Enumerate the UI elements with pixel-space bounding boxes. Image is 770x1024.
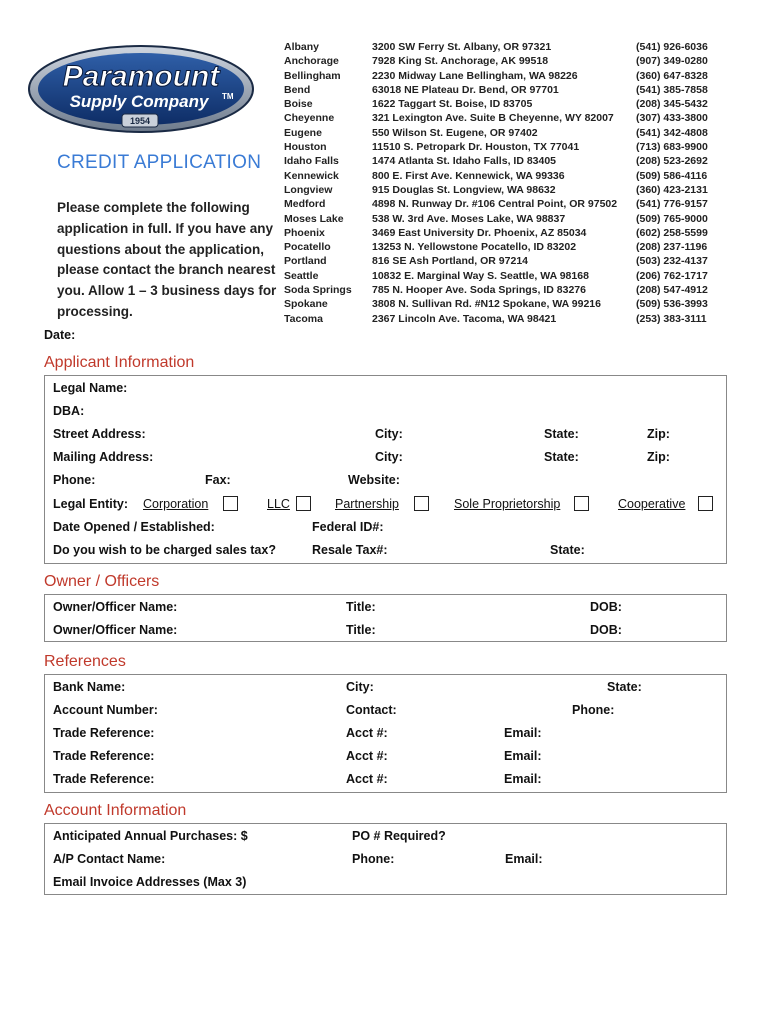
branch-address: 321 Lexington Ave. Suite B Cheyenne, WY 82007	[372, 112, 614, 125]
branch-row	[284, 184, 714, 198]
po-required-label: PO # Required?	[352, 829, 446, 843]
logo-tm: TM	[222, 92, 234, 101]
branch-address: 2230 Midway Lane Bellingham, WA 98226	[372, 69, 578, 82]
branch-phone: (208) 523-2692	[636, 155, 708, 168]
owner-dob-label-1: DOB:	[590, 600, 622, 614]
branch-phone: (253) 383-3111	[636, 312, 707, 325]
date-opened-label: Date Opened / Established:	[53, 520, 215, 534]
branch-phone: (509) 765-9000	[636, 212, 708, 225]
page-title: CREDIT APPLICATION	[57, 152, 262, 173]
branch-city: Portland	[284, 255, 327, 268]
branch-phone: (509) 536-3993	[636, 298, 708, 311]
branch-city: Pocatello	[284, 241, 331, 254]
branch-row	[284, 55, 714, 69]
branch-row	[284, 213, 714, 227]
federal-id-label: Federal ID#:	[312, 520, 384, 534]
branch-phone: (907) 349-0280	[636, 55, 708, 68]
branch-address: 3469 East University Dr. Phoenix, AZ 85034	[372, 226, 587, 239]
entity-cooperative-checkbox[interactable]	[698, 496, 713, 511]
fax-label: Fax:	[205, 473, 231, 487]
branch-city: Eugene	[284, 126, 322, 139]
company-logo	[26, 44, 256, 144]
branch-address: 11510 S. Petropark Dr. Houston, TX 77041	[372, 141, 580, 154]
owner-dob-label-2: DOB:	[590, 623, 622, 637]
branch-phone: (541) 385-7858	[636, 83, 708, 96]
dba-label: DBA:	[53, 404, 85, 418]
resale-state-label: State:	[550, 543, 585, 557]
trade-acct-label-2: Acct #:	[346, 749, 388, 763]
branch-city: Bellingham	[284, 69, 341, 82]
branch-phone: (541) 776-9157	[636, 198, 708, 211]
legal-name-label: Legal Name:	[53, 381, 128, 395]
owner-title-label-2: Title:	[346, 623, 376, 637]
branch-city: Idaho Falls	[284, 155, 339, 168]
branch-city: Longview	[284, 183, 333, 196]
branch-row	[284, 313, 714, 327]
trade-acct-label-1: Acct #:	[346, 726, 388, 740]
bank-contact-label: Contact:	[346, 703, 397, 717]
branch-city: Medford	[284, 198, 326, 211]
branch-row	[284, 41, 714, 55]
intro-text: Please complete the following application in full. If you have any questions about the application, please contact the branch nearest you. Allow 1 – 3 business days for processing.	[57, 200, 277, 319]
trade-reference-label-3: Trade Reference:	[53, 772, 155, 786]
branch-row	[284, 112, 714, 126]
owner-title-label-1: Title:	[346, 600, 376, 614]
branch-address: 816 SE Ash Portland, OR 97214	[372, 255, 529, 268]
branch-address: 63018 NE Plateau Dr. Bend, OR 97701	[372, 83, 559, 96]
branch-address: 10832 E. Marginal Way S. Seattle, WA 98168	[372, 269, 589, 282]
branch-phone: (307) 433-3800	[636, 112, 708, 125]
mailing-zip-label: Zip:	[647, 450, 670, 464]
branch-city: Cheyenne	[284, 112, 335, 125]
branch-address: 1622 Taggart St. Boise, ID 83705	[372, 98, 533, 111]
entity-sole-proprietorship-label: Sole Proprietorship	[454, 497, 561, 511]
branch-address: 3808 N. Sullivan Rd. #N12 Spokane, WA 99216	[372, 298, 601, 311]
branch-row	[284, 241, 714, 255]
account-number-label: Account Number:	[53, 703, 158, 717]
website-label: Website:	[348, 473, 400, 487]
applicant-section-title: Applicant Information	[44, 354, 195, 371]
branch-list	[284, 41, 714, 327]
entity-corporation-label: Corporation	[143, 497, 209, 511]
branch-address: 4898 N. Runway Dr. #106 Central Point, OR 97502	[372, 198, 618, 211]
street-zip-label: Zip:	[647, 427, 670, 441]
branch-city: Albany	[284, 41, 320, 53]
owners-section-title: Owner / Officers	[44, 573, 160, 590]
branch-phone: (541) 926-6036	[636, 41, 708, 53]
branch-address: 800 E. First Ave. Kennewick, WA 99336	[372, 169, 565, 182]
owner-name-label-1: Owner/Officer Name:	[53, 600, 178, 614]
street-city-label: City:	[375, 427, 403, 441]
account-email-label: Email:	[505, 852, 543, 866]
branch-city: Moses Lake	[284, 212, 344, 225]
account-section-title: Account Information	[44, 802, 187, 819]
branch-phone: (208) 547-4912	[636, 284, 708, 297]
branch-row	[284, 284, 714, 298]
street-address-label: Street Address:	[53, 427, 146, 441]
branch-phone: (509) 586-4116	[636, 169, 708, 182]
street-state-label: State:	[544, 427, 579, 441]
trade-reference-label-1: Trade Reference:	[53, 726, 155, 740]
entity-cooperative-label: Cooperative	[618, 497, 686, 511]
bank-phone-label: Phone:	[572, 703, 615, 717]
bank-city-label: City:	[346, 680, 374, 694]
branch-phone: (208) 237-1196	[636, 241, 708, 254]
legal-entity-label: Legal Entity:	[53, 497, 129, 511]
branch-phone: (360) 647-8328	[636, 69, 708, 82]
branch-row	[284, 84, 714, 98]
branch-row	[284, 227, 714, 241]
entity-llc-checkbox[interactable]	[296, 496, 311, 511]
branch-address: 3200 SW Ferry St. Albany, OR 97321	[372, 41, 552, 53]
entity-partnership-checkbox[interactable]	[414, 496, 429, 511]
branch-row	[284, 198, 714, 212]
annual-purchases-label: Anticipated Annual Purchases: $	[53, 829, 248, 843]
branch-row	[284, 170, 714, 184]
references-section-title: References	[44, 653, 126, 670]
branch-address: 785 N. Hooper Ave. Soda Springs, ID 83276	[372, 284, 586, 297]
ap-contact-label: A/P Contact Name:	[53, 852, 166, 866]
branch-phone: (360) 423-2131	[636, 183, 708, 196]
bank-name-label: Bank Name:	[53, 680, 126, 694]
branch-phone: (541) 342-4808	[636, 126, 708, 139]
phone-label: Phone:	[53, 473, 96, 487]
date-label: Date:	[44, 328, 76, 342]
branch-address: 550 Wilson St. Eugene, OR 97402	[372, 126, 538, 139]
branch-address: 1474 Atlanta St. Idaho Falls, ID 83405	[372, 155, 557, 168]
branch-row	[284, 270, 714, 284]
entity-corporation-checkbox[interactable]	[223, 496, 238, 511]
branch-city: Houston	[284, 141, 327, 154]
entity-sole-proprietorship-checkbox[interactable]	[574, 496, 589, 511]
account-phone-label: Phone:	[352, 852, 395, 866]
branch-row	[284, 141, 714, 155]
logo-text-supply: Supply Company	[69, 92, 209, 111]
branch-phone: (503) 232-4137	[636, 255, 708, 268]
branch-city: Seattle	[284, 269, 319, 282]
sales-tax-question: Do you wish to be charged sales tax?	[53, 543, 276, 557]
branch-phone: (602) 258-5599	[636, 226, 708, 239]
branch-address: 538 W. 3rd Ave. Moses Lake, WA 98837	[372, 212, 566, 225]
branch-city: Kennewick	[284, 169, 339, 182]
invoice-emails-label: Email Invoice Addresses (Max 3)	[53, 875, 247, 889]
trade-email-label-2: Email:	[504, 749, 542, 763]
branch-row	[284, 98, 714, 112]
owner-name-label-2: Owner/Officer Name:	[53, 623, 178, 637]
branch-city: Tacoma	[284, 312, 323, 325]
trade-email-label-3: Email:	[504, 772, 542, 786]
branch-address: 7928 King St. Anchorage, AK 99518	[372, 55, 549, 68]
logo-year: 1954	[129, 116, 151, 126]
owners-box	[44, 594, 727, 642]
mailing-state-label: State:	[544, 450, 579, 464]
branch-address: 13253 N. Yellowstone Pocatello, ID 83202	[372, 241, 577, 254]
branch-address: 915 Douglas St. Longview, WA 98632	[372, 183, 556, 196]
logo-text-paramount: Paramount	[62, 60, 220, 93]
branch-row	[284, 255, 714, 269]
branch-city: Spokane	[284, 298, 328, 311]
trade-email-label-1: Email:	[504, 726, 542, 740]
branch-row	[284, 298, 714, 312]
resale-tax-label: Resale Tax#:	[312, 543, 388, 557]
branch-city: Bend	[284, 83, 311, 96]
mailing-city-label: City:	[375, 450, 403, 464]
branch-city: Phoenix	[284, 226, 325, 239]
entity-partnership-label: Partnership	[335, 497, 399, 511]
references-box	[44, 674, 727, 793]
applicant-box	[44, 375, 727, 564]
bank-state-label: State:	[607, 680, 642, 694]
account-box	[44, 823, 727, 895]
mailing-address-label: Mailing Address:	[53, 450, 154, 464]
branch-phone: (208) 345-5432	[636, 98, 708, 111]
branch-row	[284, 127, 714, 141]
trade-reference-label-2: Trade Reference:	[53, 749, 155, 763]
branch-row	[284, 155, 714, 169]
branch-phone: (206) 762-1717	[636, 269, 708, 282]
branch-address: 2367 Lincoln Ave. Tacoma, WA 98421	[372, 312, 557, 325]
branch-city: Anchorage	[284, 55, 339, 68]
branch-phone: (713) 683-9900	[636, 141, 708, 154]
branch-city: Soda Springs	[284, 284, 352, 297]
entity-llc-label: LLC	[267, 497, 290, 511]
trade-acct-label-3: Acct #:	[346, 772, 388, 786]
branch-city: Boise	[284, 98, 313, 111]
branch-row	[284, 70, 714, 84]
